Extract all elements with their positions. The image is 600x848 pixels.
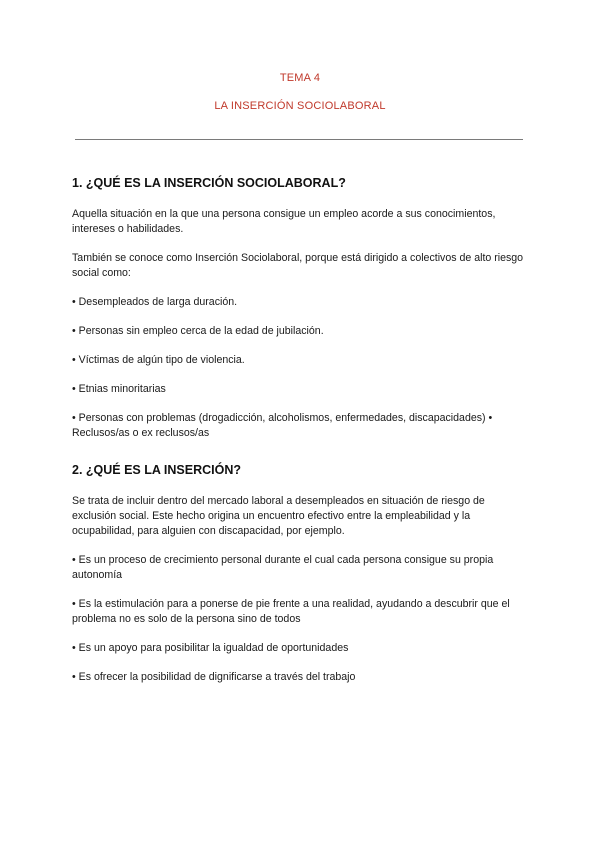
document-title: LA INSERCIÓN SOCIOLABORAL	[214, 100, 386, 112]
section-2-paragraph: Se trata de incluir dentro del mercado laboral a desempleados en situación de riesgo de exclusión social. Este hecho origina un encuentro efectivo entre la empleabilidad y la ocupabilidad, para alguien con discapacidad, por ejemplo.	[72, 495, 485, 537]
list-item: • Desempleados de larga duración.	[72, 296, 238, 308]
section-1-paragraph: También se conoce como Inserción Sociolaboral, porque está dirigido a colectivos de alto riesgo social como:	[72, 252, 524, 279]
section-1-heading: 1. ¿QUÉ ES LA INSERCIÓN SOCIOLABORAL?	[72, 176, 346, 190]
header-divider	[75, 139, 523, 140]
topic-label: TEMA 4	[279, 72, 321, 84]
document-body	[72, 176, 528, 699]
section-2-list	[72, 553, 528, 685]
list-item: • Personas sin empleo cerca de la edad de jubilación.	[72, 325, 324, 337]
list-item: • Etnias minoritarias	[72, 383, 166, 395]
list-item: • Es un proceso de crecimiento personal durante el cual cada persona consigue su propia autonomía	[72, 554, 494, 581]
section-1	[72, 176, 528, 441]
list-item: • Es ofrecer la posibilidad de dignificarse a través del trabajo	[72, 671, 356, 683]
list-item: • Es la estimulación para a ponerse de pie frente a una realidad, ayudando a descubrir que el problema no es solo de la persona sino de todos	[72, 598, 510, 625]
section-2	[72, 463, 528, 685]
list-item: • Víctimas de algún tipo de violencia.	[72, 354, 245, 366]
list-item: • Personas con problemas (drogadicción, alcoholismos, enfermedades, discapacidades) • Reclusos/as o ex reclusos/as	[72, 412, 493, 439]
section-1-list	[72, 295, 528, 441]
section-2-heading: 2. ¿QUÉ ES LA INSERCIÓN?	[72, 463, 242, 477]
list-item: • Es un apoyo para posibilitar la igualdad de oportunidades	[72, 642, 349, 654]
section-1-paragraph: Aquella situación en la que una persona consigue un empleo acorde a sus conocimientos, intereses o habilidades.	[72, 208, 496, 235]
